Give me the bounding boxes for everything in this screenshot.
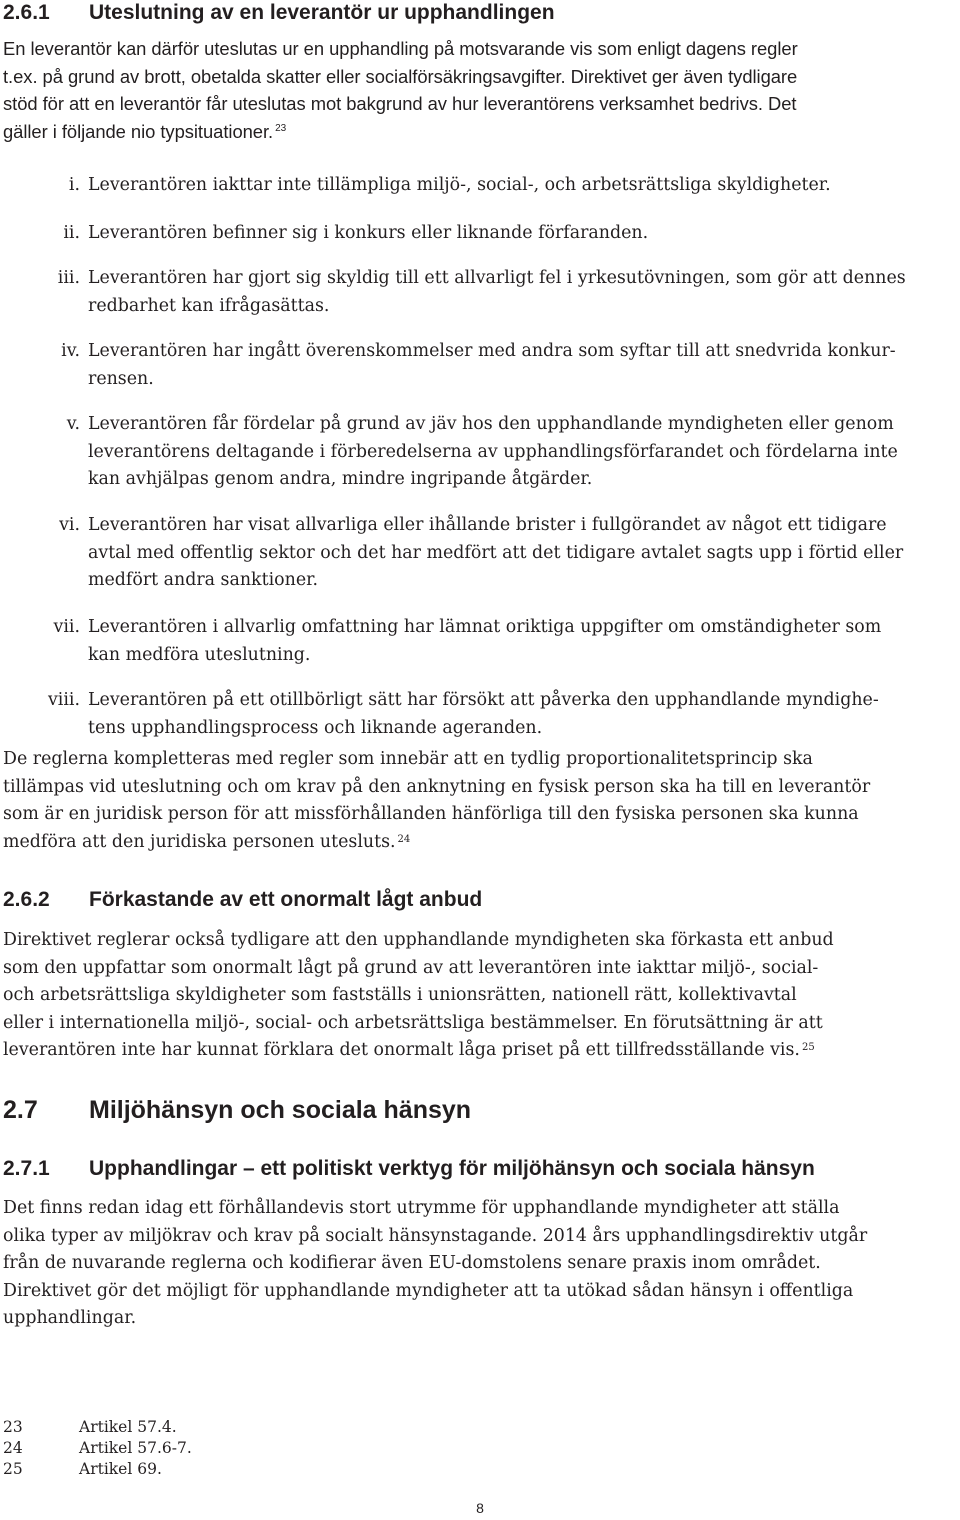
section-title: Uteslutning av en leverantör ur upphandlingen	[89, 1, 555, 24]
heading-2-6-1	[3, 1, 953, 27]
heading-2-7-1	[3, 1157, 953, 1183]
list-item-text: Leverantören på ett otillbörligt sätt har försökt att påverka den upphandlande myndighe-	[88, 690, 879, 710]
paragraph-2-7-1	[3, 1195, 960, 1333]
footnote-ref: 24	[397, 833, 411, 845]
section-number: 2.6.1	[3, 1, 50, 24]
list-item-text: Leverantören får fördelar på grund av jäv hos den upphandlande myndigheten eller genom	[88, 414, 894, 434]
paragraph-line: leverantören inte har kunnat förklara det onormalt låga priset på ett tillfredsställande vis. $^{25}$	[3, 1040, 815, 1061]
paragraph-line: Direktivet gör det möjligt för upphandlande myndigheter att ta utökad sådan hänsyn i offentliga	[3, 1280, 854, 1301]
list-marker: vii.	[53, 617, 80, 637]
section-title: Miljöhänsyn och sociala hänsyn	[89, 1096, 472, 1124]
list-item-text: kan medföra uteslutning.	[88, 644, 311, 665]
list-item-text: Leverantören har gjort sig skyldig till ett allvarligt fel i yrkesutövningen, som gör att dennes	[88, 268, 906, 288]
paragraph-line: stöd för att en leverantör får uteslutas mot bakgrund av hur leverantörens verksamhet bedrivs. Det	[3, 93, 797, 115]
list-marker: iv.	[61, 341, 80, 361]
paragraph-line: Direktivet reglerar också tydligare att den upphandlande myndigheten ska förkasta ett anbud	[3, 930, 834, 950]
footnote-text: Artikel 57.6-7.	[79, 1439, 192, 1457]
heading-2-6-2	[3, 888, 953, 914]
section-number: 2.6.2	[3, 888, 50, 911]
paragraph-line: som är en juridisk person för att missförhållanden hänförliga till den fysiska personen ska kunna	[3, 804, 859, 825]
list-item-text: Leverantören i allvarlig omfattning har lämnat oriktiga uppgifter om omständigheter som	[88, 617, 882, 637]
footnote-number: 23	[3, 1418, 23, 1436]
footnote	[0, 1417, 960, 1438]
paragraph-line: upphandlingar.	[3, 1308, 137, 1329]
paragraph-line: De reglerna kompletteras med regler som innebär att en tydlig proportionalitetsprincip ska	[3, 749, 813, 769]
list-item-text: rensen.	[88, 368, 154, 389]
footnote-ref: 23	[275, 122, 287, 134]
list-marker: vi.	[59, 515, 80, 535]
list-item-text: kan avhjälpas genom andra, mindre ingripande åtgärder.	[88, 469, 593, 490]
page-number: 8	[476, 1500, 484, 1516]
section-number: 2.7.1	[3, 1157, 50, 1180]
list-marker: ii.	[63, 223, 80, 243]
footnote	[0, 1438, 960, 1459]
list-item-text: Leverantören iakttar inte tillämpliga miljö-, social-, och arbetsrättsliga skyldigheter.	[88, 175, 831, 195]
paragraph-line: eller i internationella miljö-, social- och arbetsrättsliga bestämmelser. En förutsättning är att	[3, 1012, 823, 1033]
section-title: Förkastande av ett onormalt lågt anbud	[89, 888, 483, 911]
list-item-text: Leverantören har ingått överenskommelser med andra som syftar till att snedvrida konkur-	[88, 341, 896, 361]
paragraph-line: och arbetsrättsliga skyldigheter som fastställs i unionsrätten, nationell rätt, kollektivavtal	[3, 985, 797, 1006]
list-item-text: redbarhet kan ifrågasättas.	[88, 295, 330, 316]
list-item-text: Leverantören befinner sig i konkurs eller liknande förfaranden.	[88, 223, 649, 243]
footnote-text: Artikel 69.	[79, 1460, 162, 1478]
paragraph-2-6-1-intro	[3, 35, 960, 145]
paragraph-line: olika typer av miljökrav och krav på socialt hänsynstagande. 2014 års upphandlingsdirektiv utgår	[3, 1225, 868, 1246]
list-marker: i.	[68, 175, 80, 195]
heading-2-7	[3, 1096, 953, 1128]
paragraph-line: från de nuvarande reglerna och kodifierar även EU-domstolens senare praxis inom området.	[3, 1253, 821, 1274]
list-item-text: leverantörens deltagande i förberedelserna av upphandlingsförfarandet och fördelarna inte	[88, 441, 898, 462]
paragraph-line: t.ex. på grund av brott, obetalda skatter eller socialförsäkringsavgifter. Direktivet ger även tydligare	[3, 65, 798, 87]
footnote-text: Artikel 57.4.	[79, 1418, 177, 1436]
paragraph-line: gäller i följande nio typsituationer. $^{23}$	[3, 120, 287, 142]
list-item-text: avtal med offentlig sektor och det har medfört att det tidigare avtalet sagts upp i förtid eller	[88, 542, 904, 563]
footnote-number: 25	[3, 1460, 23, 1478]
paragraph-line: tillämpas vid uteslutning och om krav på den anknytning en fysisk person ska ha till en leverantör	[3, 776, 871, 797]
footnote-number: 24	[3, 1439, 23, 1457]
paragraph-2-6-1-closing	[3, 746, 960, 856]
footnote-ref: 25	[801, 1042, 815, 1054]
section-title: Upphandlingar – ett politiskt verktyg för miljöhänsyn och sociala hänsyn	[89, 1157, 815, 1180]
paragraph-2-6-2	[3, 927, 960, 1065]
footnote	[0, 1459, 960, 1480]
list-item-text: tens upphandlingsprocess och liknande ageranden.	[88, 717, 543, 738]
paragraph-line: som den uppfattar som onormalt lågt på grund av att leverantören inte iakttar miljö-, social-	[3, 957, 819, 978]
paragraph-line: En leverantör kan därför uteslutas ur en upphandling på motsvarande vis som enligt dagens regler	[3, 38, 798, 59]
list-item-text: medfört andra sanktioner.	[88, 570, 319, 591]
list-marker: viii.	[47, 690, 80, 710]
list-marker: iii.	[57, 268, 80, 288]
paragraph-line: medföra att den juridiska personen utesluts. $^{24}$	[3, 831, 411, 852]
list-marker: v.	[66, 414, 80, 434]
section-number: 2.7	[3, 1096, 38, 1124]
list-item-text: Leverantören har visat allvarliga eller ihållande brister i fullgörandet av något ett tidigare	[88, 515, 887, 535]
paragraph-line: Det finns redan idag ett förhållandevis stort utrymme för upphandlande myndigheter att ställa	[3, 1198, 840, 1218]
